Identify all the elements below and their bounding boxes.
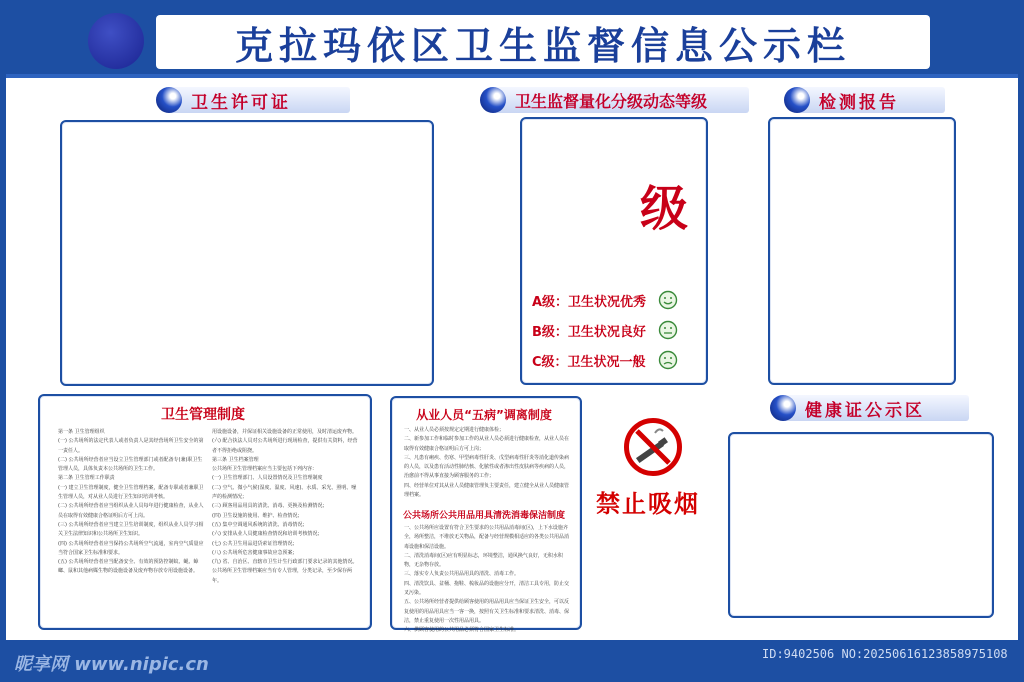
disinfect-paragraph: 二、清洗消毒间(区)应有明显标志，环境整洁，通风换气良好，无积水积物，无杂物存放。 (404, 552, 563, 569)
mgmt-col2-paragraph: (九) 省、自治区、直辖市卫生计生行政部门要求记录的其他情况。 (212, 559, 358, 566)
section-grade-label: 卫生监督量化分级动态等级 (493, 87, 749, 113)
no-smoking-label: 禁止吸烟 (596, 490, 700, 518)
mgmt-col1-paragraph: (二) 公共场所经营者应当组织从业人员每年进行健康检查，从业人员在取得有效健康合格证明后方可上岗。 (58, 503, 204, 519)
section-license-label: 卫生许可证 (169, 87, 350, 113)
section-license-heading (156, 86, 350, 114)
grade-a-label: A级：卫生状况优秀 (532, 294, 647, 310)
sad-face-icon (658, 350, 678, 370)
mgmt-col1-paragraph: (五) 公共场所经营者应当配备安全、有效的预防控制蚊、蝇、蟑螂、鼠和其他病媒生物的设施设备及废弃物存放专用设施设备。 (58, 559, 199, 575)
sphere-icon (480, 87, 506, 113)
mgmt-col2-paragraph: 公共场所卫生管理档案应当有专人管理，分类记录，至少保存两年。 (212, 568, 353, 584)
mgmt-col2-paragraph: (六) 安排从业人员健康检查情况和培训考核情况； (212, 531, 323, 538)
disinfect-title: 公共场所公共用品用具清洗消毒保洁制度 (402, 511, 565, 521)
disinfect-paragraph: 三、落实专人负责公共用品用具的清洗、消毒工作。 (404, 571, 520, 578)
title-box (156, 15, 930, 69)
no-smoking-icon (624, 418, 682, 476)
mgmt-col2-paragraph: (三) 顾客用品用具的清洗、消毒、更换及检测情况； (212, 503, 328, 510)
section-grade-heading (480, 86, 749, 114)
grade-value: 级 (640, 181, 689, 237)
disinfect-paragraph: 一、公共场所应设置有符合卫生要求的公共用品消毒间(区)，上下水设施齐全，场所整洁，不堆放无关物品，配备与经营规模相适应的各类公共用品消毒设施和保洁设施。 (404, 525, 570, 550)
section-report-label: 检测报告 (797, 87, 945, 113)
health-cert-panel (728, 432, 994, 618)
staff-paragraph: 四、经营单位对其从业人员健康管理负主要责任，建立健全从业人员健康管理档案。 (404, 482, 570, 499)
section-health-cert-label: 健康证公示区 (783, 395, 969, 421)
mgmt-col2-paragraph: (五) 集中空调通风系统的清洗、消毒情况； (212, 521, 308, 528)
mgmt-text-col1 (58, 428, 206, 622)
mgmt-col2-paragraph: 用设施设备，并保证相关设施设备的正常使用，及时清运废弃物。 (212, 429, 358, 435)
grade-b-label: B级：卫生状况良好 (532, 324, 646, 340)
staff-title: 从业人员“五病”调离制度 (416, 408, 552, 422)
mgmt-col2-paragraph: (二) 空气、微小气候(湿度、温度、风速)、水质、采光、照明、噪声的检测情况； (212, 484, 357, 501)
grade-b-row (532, 320, 678, 340)
disinfect-paragraph: 四、清洗饮具、盆桶、拖鞋、梳妆品的设施应分开，清洁工具专用，防止交叉污染。 (404, 580, 570, 597)
header-stripe (0, 74, 1024, 78)
staff-text (404, 426, 570, 502)
mgmt-col1-paragraph: (一) 公共场所的法定代表人或者负责人是其经营场所卫生安全的第一责任人。 (58, 438, 204, 454)
grade-panel (520, 117, 708, 385)
mgmt-col1-paragraph: (二) 公共场所经营者应当设立卫生管理部门或者配备专(兼)职卫生管理人员，具体负责本公共场所的卫生工作。 (58, 456, 203, 473)
mgmt-col2-paragraph: (一) 卫生管理部门、人员设置情况及卫生管理制度 (212, 475, 323, 482)
sphere-icon (784, 87, 810, 113)
mgmt-col2-paragraph: (四) 卫生设施的使用、维护、检查情况； (212, 512, 303, 519)
mgmt-title: 卫生管理制度 (161, 407, 245, 423)
left-border (0, 0, 6, 682)
section-health-cert-heading (770, 394, 969, 422)
mgmt-col2-paragraph: (八) 公共场所危害健康事故应急预案； (212, 549, 298, 556)
mgmt-col1-paragraph: 第一条 卫生管理组织 (58, 429, 105, 435)
mgmt-col2-paragraph: 公共场所卫生管理档案应当主要包括下列内容： (212, 466, 318, 473)
disinfect-text (404, 524, 570, 634)
logo-circle-icon (88, 13, 144, 69)
mgmt-col2-paragraph: 第三条 卫生档案管理 (212, 456, 259, 463)
mgmt-col1-paragraph: (三) 公共场所经营者应当建立卫生培训制度，组织从业人员学习相关卫生法律知识和公共场所卫生知识。 (58, 521, 204, 538)
mgmt-col1-paragraph: (四) 公共场所经营者应当保持公共场所空气流通，室内空气质量应当符合国家卫生标准和要求。 (58, 540, 204, 556)
mgmt-col1-paragraph: 第二条 卫生管理工作职责 (58, 475, 115, 482)
section-report-heading (784, 86, 945, 114)
sphere-icon (156, 87, 182, 113)
grade-c-label: C级：卫生状况一般 (532, 354, 646, 370)
grade-a-row (532, 290, 678, 310)
smile-face-icon (658, 290, 678, 310)
neutral-face-icon (658, 320, 678, 340)
staff-paragraph: 一、从业人员必须按规定定期进行健康体检； (404, 427, 505, 433)
mgmt-col1-paragraph: (一) 建立卫生管理制度，健全卫生管理档案，配备专职或者兼职卫生管理人员，对从业人员进行卫生知识培训考核。 (58, 484, 204, 501)
staff-paragraph: 三、凡患有痢疾、伤寒、甲型病毒性肝炎、戊型病毒性肝炎等消化道传染病的人员，以及患有活动性肺结核、化脓性或者渗出性皮肤病等疾病的人员，治愈前不得从事直接为顾客服务的工作； (404, 454, 570, 480)
disinfect-paragraph: 五、公共场所经营者提供给顾客使用的用品用具应当保证卫生安全，可以反复使用的用品用具应当一客一换，按照有关卫生标准和要求清洗、消毒、保洁，禁止重复使用一次性用品用具。 (404, 599, 570, 624)
mgmt-col2-paragraph: (七) 公共卫生用品进货索证管理情况； (212, 540, 298, 547)
report-panel (768, 117, 956, 385)
sphere-icon (770, 395, 796, 421)
mgmt-col2-paragraph: (六) 配合执法人员对公共场所进行现场检查，提供有关资料，经营者不得拒绝或阻挠。 (212, 438, 358, 454)
grade-c-row (532, 350, 678, 370)
page-title: 克拉玛依区卫生监督信息公示栏 (234, 23, 851, 68)
right-border (1018, 0, 1024, 682)
mgmt-text-col2 (212, 428, 358, 622)
license-panel (60, 120, 434, 386)
watermark-id: ID:9402506 NO:20250616123858975108 (762, 647, 1008, 661)
disinfect-paragraph: 六、供顾客使用的公共用品必须符合国家卫生标准。 (404, 627, 520, 634)
staff-paragraph: 二、新参加工作和临时参加工作的从业人员必须进行健康检查，从业人员在取得有效健康合格证明后方可上岗； (404, 436, 570, 452)
watermark-brand: 昵享网 www.nipic.cn (14, 654, 209, 675)
